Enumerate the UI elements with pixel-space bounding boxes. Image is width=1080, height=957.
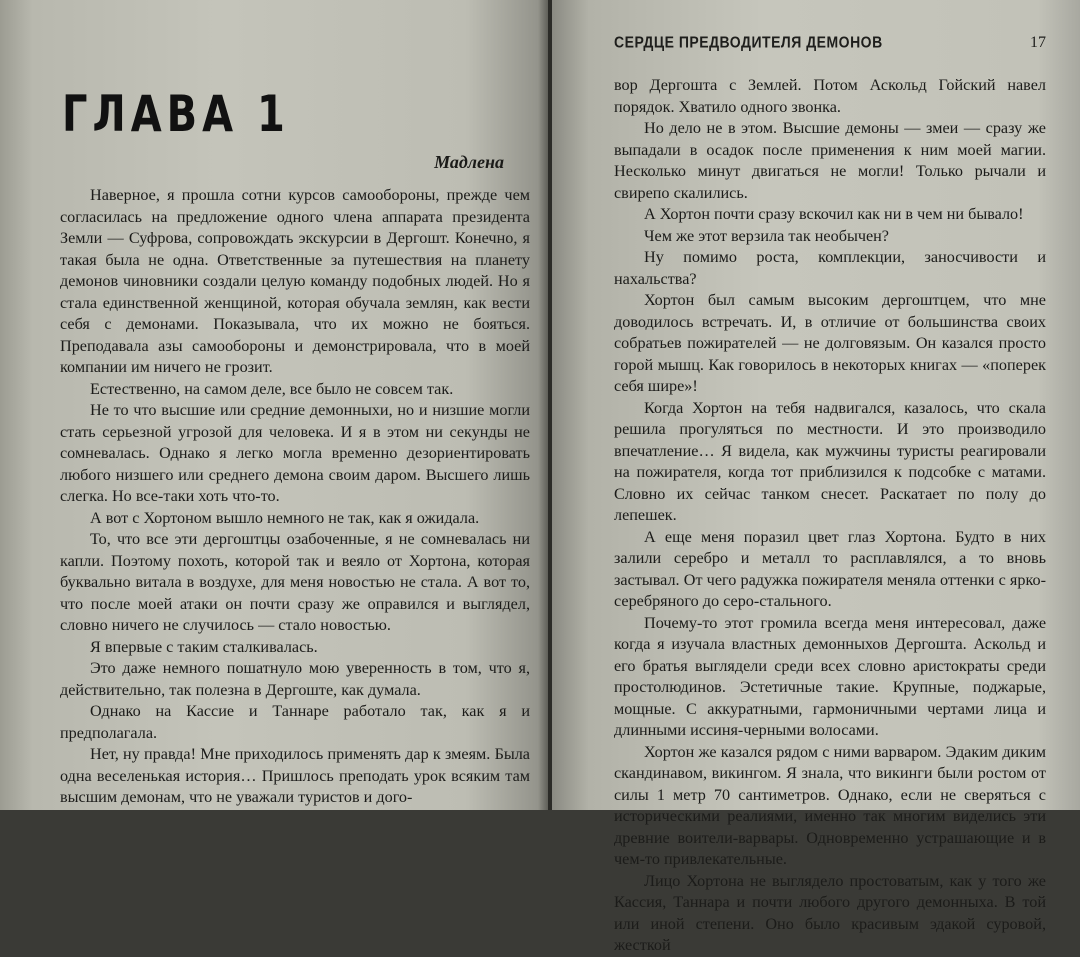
- paragraph: То, что все эти дергоштцы озабоченные, я не сомневалась ни капли. Поэтому похоть, которой так и веяло от Хортона, которая буквально витала в воздухе, для меня новостью не стала. А вот то, что после моей атаки он почти сразу же оправился и выглядел, словно ничего не случилось — стало новостью.: [60, 530, 530, 634]
- paragraph: Когда Хортон на тебя надвигался, казалось, что скала решила прогуляться по местности. И это производило впечатление… Я видела, как мужчины туристы реагировали на пожирателя, когда тот приблизился к подсобке с матами. Словно их сейчас танком снесет. Раскатает по полу до лепешек.: [614, 398, 1046, 524]
- paragraph: Лицо Хортона не выглядело простоватым, как у того же Кассия, Таннара и почти любого другого демонныха. В той или иной степени. Оно было красивым эдакой суровой, жесткой: [614, 871, 1046, 954]
- paragraph: А еще меня поразил цвет глаз Хортона. Будто в них залили серебро и металл то расплавлялся, а то вновь застывал. От чего радужка пожирателя меняла оттенки с ярко-серебряного до серо-стального.: [614, 527, 1046, 610]
- paragraph: Чем же этот верзила так необычен?: [644, 226, 889, 245]
- paragraph: А Хортон почти сразу вскочил как ни в чем ни бывало!: [644, 205, 1024, 223]
- paragraph: Наверное, я прошла сотни курсов самообороны, прежде чем согласилась на предложение одного члена аппарата президента Земли — Суфрова, сопровождать экскурсии в Дергошт. Конечно, я такая была не одна. Ответственные за путешествия на планету демонов чиновники создали целую команду подобных людей. Но я стала единственной женщиной, которая обучала землян, как вести себя с демонами. Показывала, что их можно не бояться. Преподавала азы самообороны и демонстрировала, что в моей компании им ничего не грозит.: [60, 186, 530, 376]
- paragraph: А вот с Хортоном вышло немного не так, как я ожидала.: [90, 508, 480, 527]
- paragraph: Хортон же казался рядом с ними варваром. Эдаким диким скандинавом, викингом. Я знала, что викинги были ростом от силы 1 метр 70 сантиметров. Однако, если не сверяться с историческими реалиями, именно так многим виделись эти древние воители-варвары. Одновременно устрашающие и в чем-то привлекательные.: [614, 742, 1046, 868]
- right-page: [552, 0, 1080, 954]
- running-head: [614, 34, 1046, 52]
- paragraph: Не то что высшие или средние демонныхи, но и низшие могли стать серьезной угрозой для человека. И я в этом ни секунды не сомневалась. Однако я легко могла временно дезориентировать любого низшего или среднего демона своим даром. Высшего лишь слегка. Но все-таки хоть что-то.: [60, 401, 530, 505]
- paragraph: Хортон был самым высоким дергоштцем, что мне доводилось встречать. И, в отличие от большинства своих собратьев пожирателей — не долговязым. Он казался просто горой мышц. Как говорилось в некоторых книгах — «поперек себя шире»!: [614, 291, 1046, 395]
- paragraph: Ну помимо роста, комплекции, заносчивости и нахальства?: [614, 248, 1046, 288]
- paragraph: Это даже немного пошатнуло мою уверенность в том, что я, действительно, так полезна в Дергоште, как думала.: [60, 659, 530, 699]
- pov-character-name: Мадлена: [434, 152, 504, 172]
- paragraph: Но дело не в этом. Высшие демоны — змеи — сразу же выпадали в осадок после применения к ним моей магии. Несколько минут двигаться не могли! Только рычали и свирепо скалились.: [614, 119, 1046, 202]
- chapter-heading: ГЛАВА 1: [62, 86, 290, 144]
- right-page-text: [614, 75, 1046, 957]
- paragraph-continuation: вор Дергошта с Землей. Потом Аскольд Гойский навел порядок. Хватило одного звонка.: [614, 76, 1046, 116]
- page-number: 17: [1030, 34, 1046, 51]
- paragraph: Я впервые с таким сталкивалась.: [90, 637, 318, 656]
- left-page: [0, 0, 548, 810]
- paragraph: Почему-то этот громила всегда меня интересовал, даже когда я изучала властных демонныхов Дергошта. Аскольд и его братья выглядели среди всех словно аристократы среди простолюдинов. Эстетичные такие. Крупные, поджарые, мощные. С аккуратными, гармоничными чертами лица и длинными иссиня-черными волосами.: [614, 613, 1046, 739]
- paragraph: Нет, ну правда! Мне приходилось применять дар к змеям. Была одна веселенькая история… Пришлось преподать урок всяким там высшим демонам, что не уважали туристов и дого-: [60, 745, 530, 806]
- paragraph: Естественно, на самом деле, все было не совсем так.: [90, 379, 454, 398]
- paragraph: Однако на Кассие и Таннаре работало так, как я и предполагала.: [60, 702, 530, 742]
- left-page-text: [60, 185, 530, 809]
- running-title: СЕРДЦЕ ПРЕДВОДИТЕЛЯ ДЕМОНОВ: [614, 32, 883, 52]
